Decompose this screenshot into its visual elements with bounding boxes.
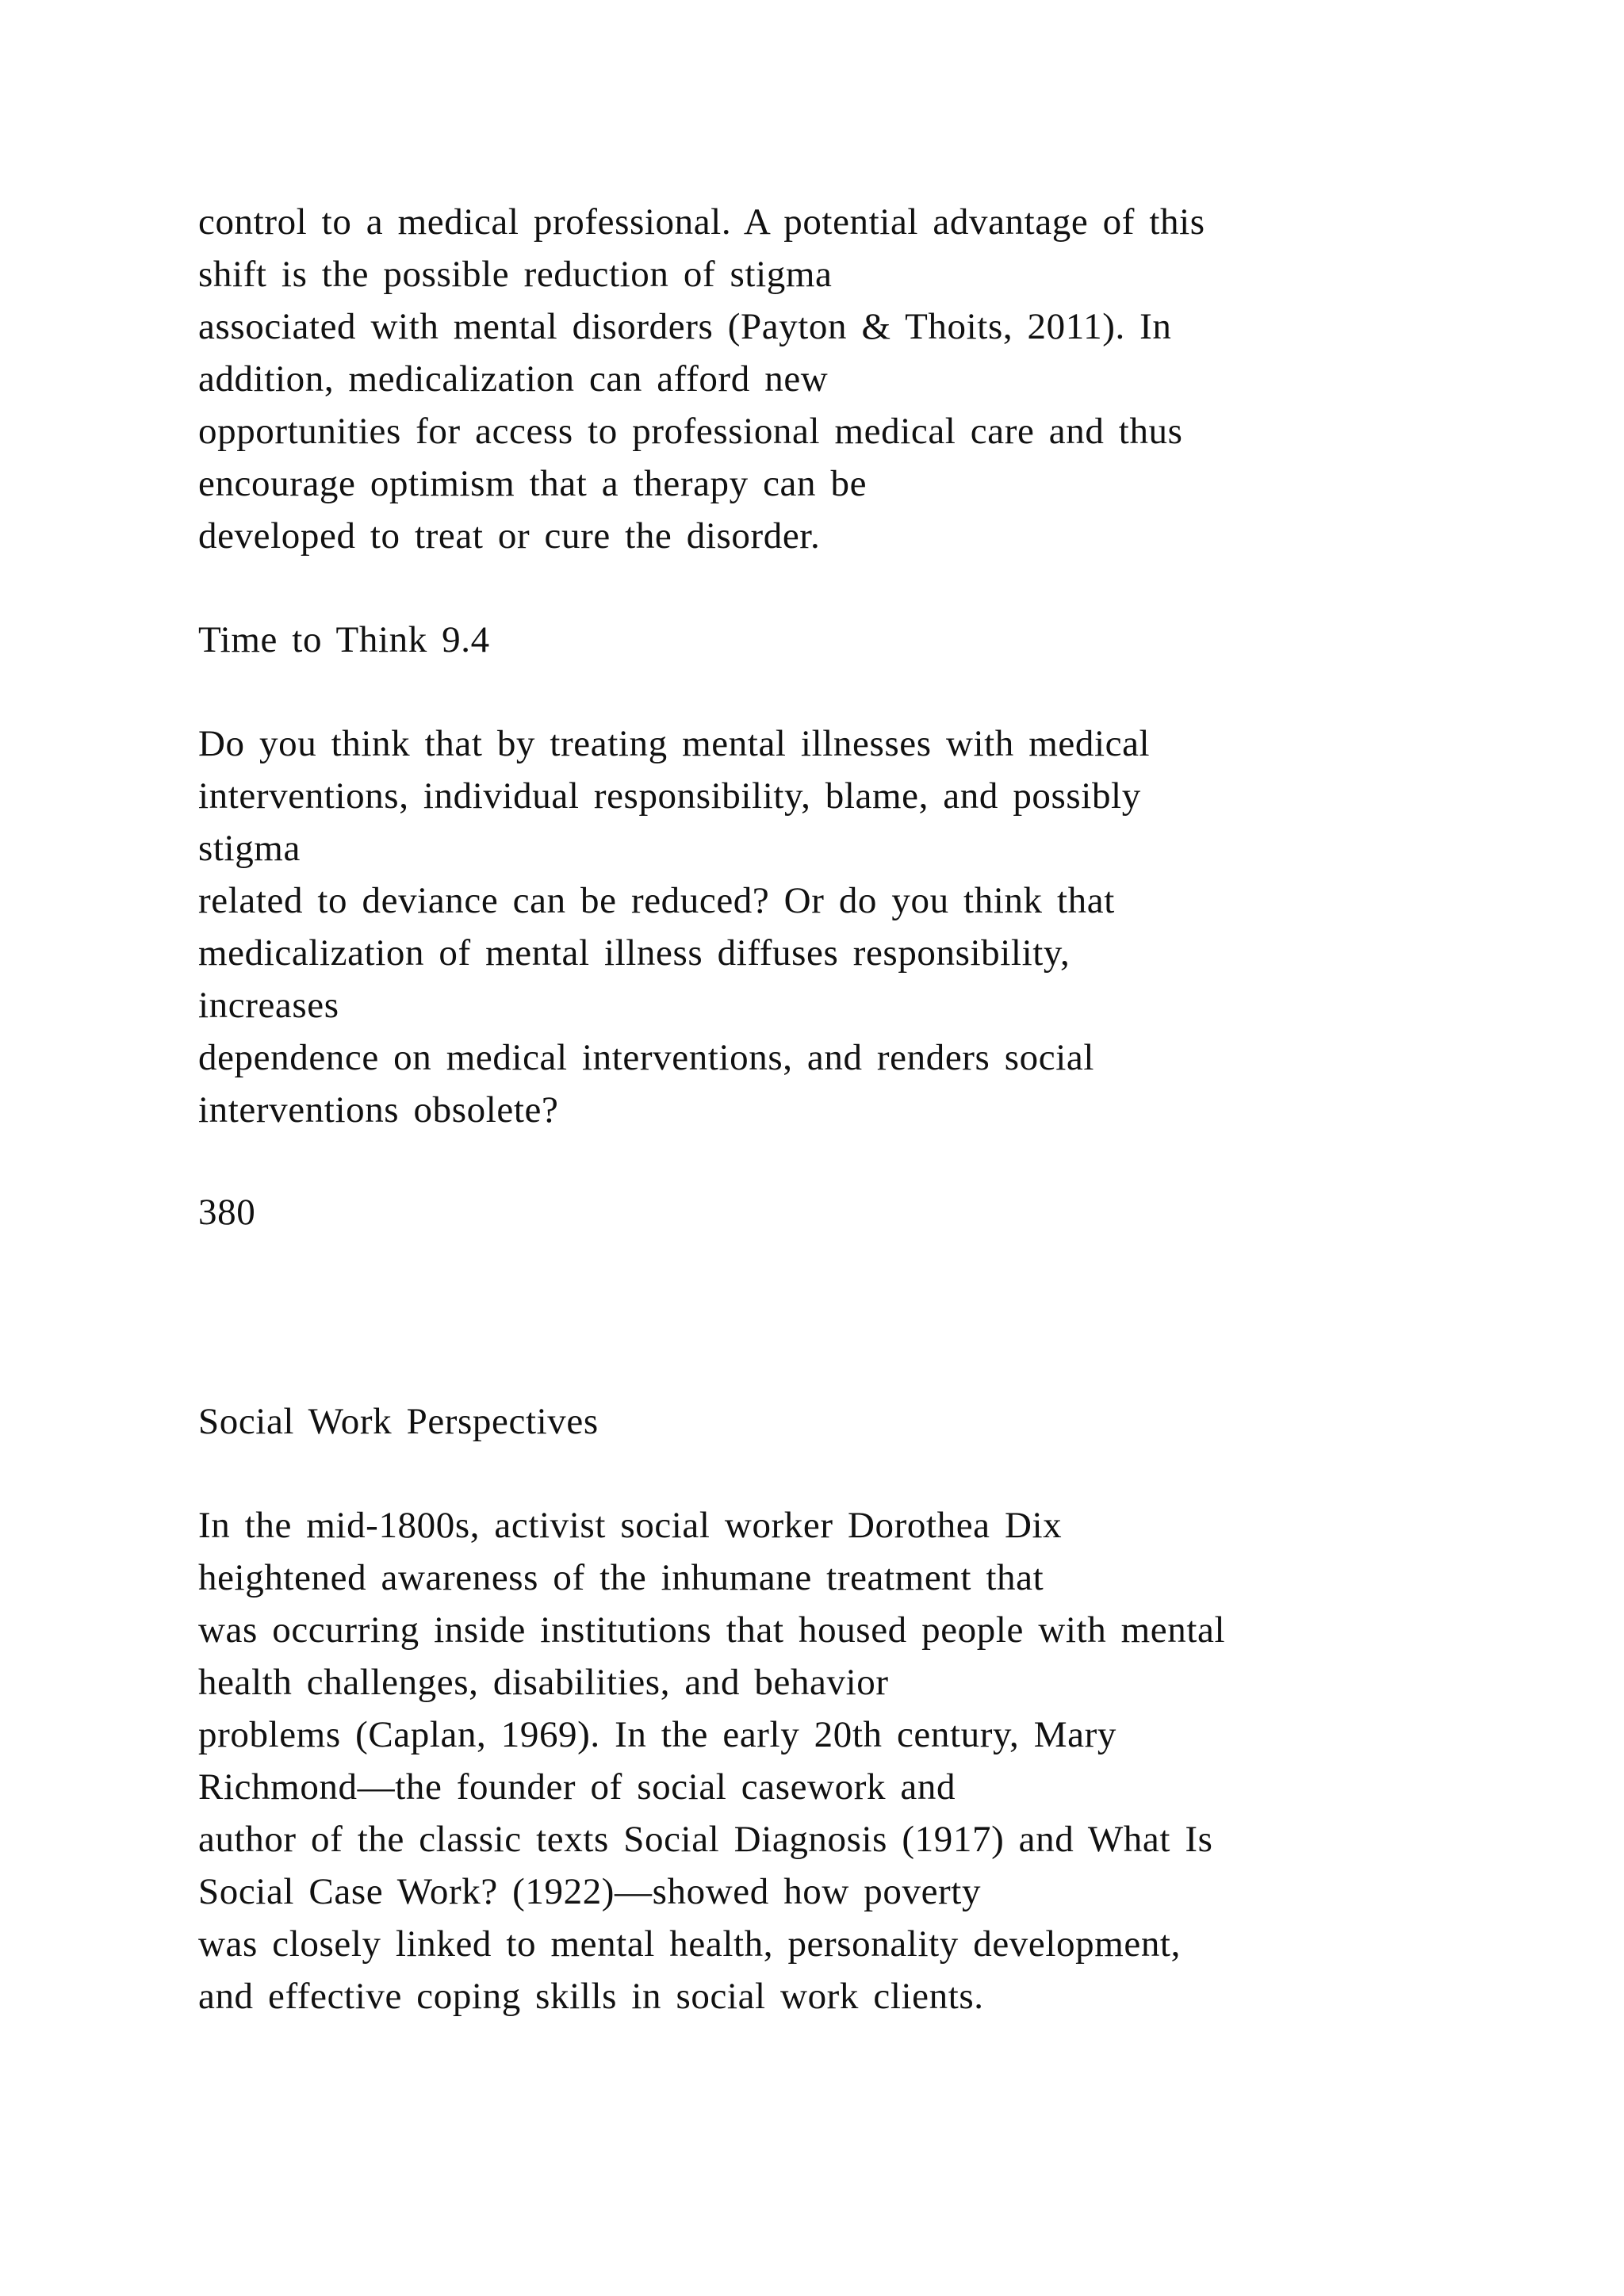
time-to-think-heading (198, 614, 1546, 666)
text-line: Do you think that by treating mental illnesses with medical (198, 723, 1151, 764)
page-number-block (198, 1186, 1546, 1238)
text-line: health challenges, disabilities, and behavior (198, 1662, 889, 1703)
text-line: associated with mental disorders (Payton & Thoits, 2011). In (198, 306, 1172, 347)
text-line: was occurring inside institutions that housed people with mental (198, 1609, 1226, 1651)
text-line: shift is the possible reduction of stigma (198, 254, 833, 295)
text-line: Social Case Work? (1922)—showed how poverty (198, 1871, 982, 1912)
text-line: increases (198, 985, 339, 1026)
box-heading: Time to Think 9.4 (198, 619, 490, 660)
paragraph-time-to-think (198, 718, 1546, 1136)
text-line: medicalization of mental illness diffuses responsibility, (198, 932, 1071, 974)
text-line: problems (Caplan, 1969). In the early 20th century, Mary (198, 1714, 1116, 1755)
text-line: and effective coping skills in social work clients. (198, 1976, 984, 2017)
text-line: dependence on medical interventions, and renders social (198, 1037, 1095, 1078)
text-line: In the mid-1800s, activist social worker Dorothea Dix (198, 1505, 1063, 1546)
text-line: control to a medical professional. A potential advantage of this (198, 201, 1205, 243)
text-line: addition, medicalization can afford new (198, 358, 829, 400)
text-line: Richmond—the founder of social casework and (198, 1766, 956, 1808)
text-line: related to deviance can be reduced? Or do you think that (198, 880, 1115, 921)
page-number: 380 (198, 1192, 256, 1233)
section-heading: Social Work Perspectives (198, 1401, 599, 1442)
text-line: stigma (198, 828, 301, 869)
text-line: opportunities for access to professional medical care and thus (198, 411, 1183, 452)
section-heading-block (198, 1395, 1546, 1448)
text-line: was closely linked to mental health, personality development, (198, 1923, 1181, 1965)
text-line: encourage optimism that a therapy can be (198, 463, 868, 504)
paragraph-medicalization (198, 196, 1546, 562)
text-line: author of the classic texts Social Diagnosis (1917) and What Is (198, 1819, 1213, 1860)
text-line: interventions, individual responsibility, blame, and possibly (198, 775, 1141, 817)
text-line: heightened awareness of the inhumane treatment that (198, 1557, 1044, 1598)
text-line: interventions obsolete? (198, 1089, 559, 1131)
paragraph-social-work (198, 1499, 1546, 2022)
text-line: developed to treat or cure the disorder. (198, 515, 821, 557)
